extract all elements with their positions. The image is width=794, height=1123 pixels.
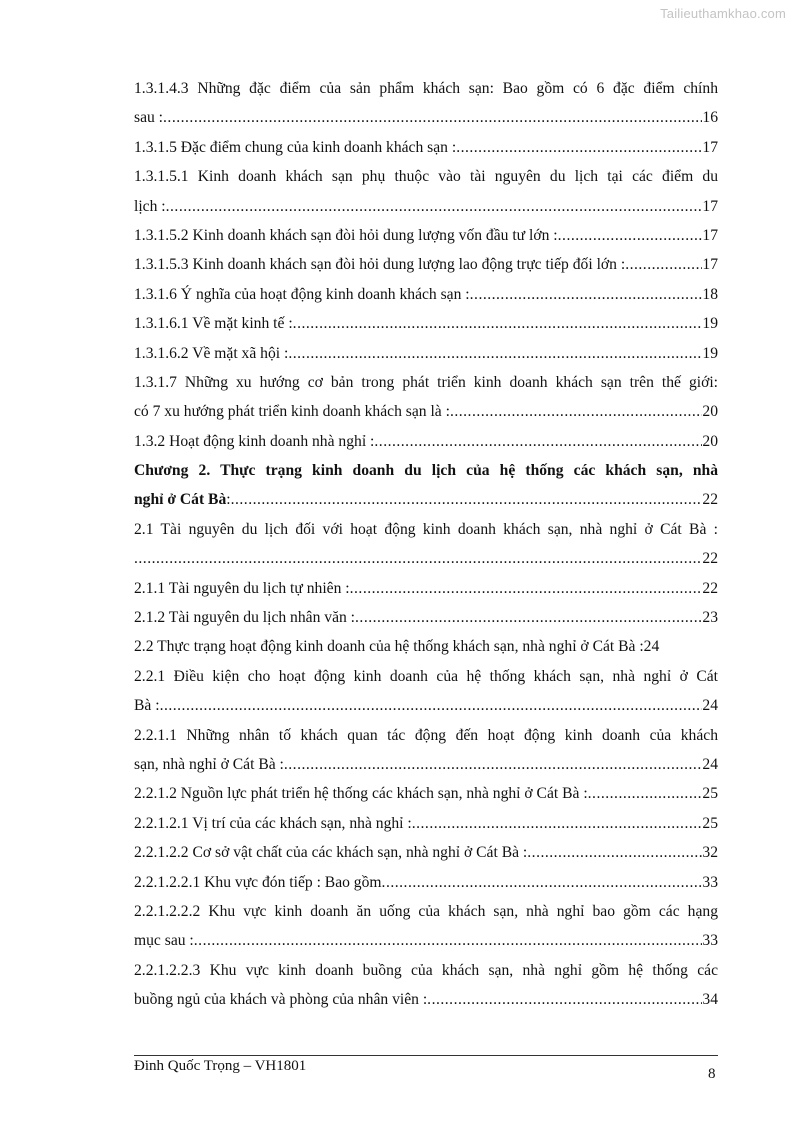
toc-dot-leader <box>558 221 703 250</box>
toc-line <box>134 868 718 897</box>
toc-entry-text: mục sau : <box>134 932 194 950</box>
toc-line: 2.2 Thực trạng hoạt động kinh doanh của hệ thống khách sạn, nhà nghỉ ở Cát Bà :24 <box>134 638 660 656</box>
toc-entry-text: sạn, nhà nghỉ ở Cát Bà : <box>134 755 284 773</box>
toc-line <box>134 750 718 779</box>
toc-line: 2.2.1.2.2.2 Khu vực kinh doanh ăn uống của khách sạn, nhà nghỉ bao gồm các hạng <box>134 902 718 920</box>
toc-entry-text: 2.1.1 Tài nguyên du lịch tự nhiên : <box>134 579 350 597</box>
toc-line <box>134 485 718 514</box>
toc-entry-text: có 7 xu hướng phát triển kinh doanh khách sạn là : <box>134 403 450 421</box>
toc-entry-text: 1.3.1.6 Ý nghĩa của hoạt động kinh doanh khách sạn : <box>134 285 470 303</box>
toc-entry-text: nghỉ ở Cát Bà <box>134 491 227 509</box>
toc-line <box>134 192 718 221</box>
toc-entry-text: 2.2.1.2.2.1 Khu vực đón tiếp : Bao gồm <box>134 873 382 891</box>
toc-page-number: 24 <box>702 697 718 715</box>
toc-entry-text: 2.2.1.2.1 Vị trí của các khách sạn, nhà nghỉ : <box>134 814 412 832</box>
toc-dot-leader <box>350 574 703 603</box>
toc-entry-text: 2.2.1.2.2 Cơ sở vật chất của các khách sạn, nhà nghỉ ở Cát Bà : <box>134 844 528 862</box>
toc-page-number: 24 <box>702 755 718 773</box>
table-of-contents <box>134 74 718 1015</box>
toc-entry-text: 1.3.1.5.3 Kinh doanh khách sạn đòi hỏi dung lượng lao động trực tiếp đối lớn : <box>134 256 626 274</box>
toc-dot-leader <box>163 103 702 132</box>
toc-dot-leader <box>374 427 702 456</box>
toc-dot-leader <box>284 750 703 779</box>
toc-dot-leader <box>412 809 703 838</box>
toc-page-number: 16 <box>702 109 718 127</box>
toc-page-number: 17 <box>702 256 718 274</box>
toc-page-number: 20 <box>702 432 718 450</box>
toc-line <box>134 397 718 426</box>
toc-dot-leader <box>166 192 703 221</box>
toc-dot-leader <box>450 397 702 426</box>
toc-line: 2.2.1.1 Những nhân tố khách quan tác động đến hoạt động kinh doanh của khách <box>134 726 718 744</box>
toc-page-number: 22 <box>702 579 718 597</box>
toc-line: 2.2.1.2.2.3 Khu vực kinh doanh buồng của khách sạn, nhà nghỉ gồm hệ thống các <box>134 961 718 979</box>
toc-line <box>134 838 718 867</box>
toc-page-number: 22 <box>702 550 718 568</box>
toc-page-number: 19 <box>702 315 718 333</box>
toc-line <box>134 809 718 838</box>
toc-line <box>134 339 718 368</box>
toc-dot-leader <box>194 926 703 955</box>
toc-entry-suffix: : <box>226 491 231 509</box>
toc-page-number: 32 <box>702 844 718 862</box>
toc-entry-text: 1.3.1.6.2 Về mặt xã hội : <box>134 344 289 362</box>
toc-dot-leader <box>293 309 703 338</box>
footer-divider <box>134 1055 718 1056</box>
footer-author: Đinh Quốc Trọng – VH1801 <box>134 1058 307 1074</box>
toc-line <box>134 103 718 132</box>
toc-dot-leader <box>231 485 703 514</box>
toc-entry-text: 2.1.2 Tài nguyên du lịch nhân văn : <box>134 609 356 627</box>
toc-line <box>134 250 718 279</box>
toc-entry-text: 1.3.1.6.1 Về mặt kinh tế : <box>134 315 293 333</box>
toc-page-number: 34 <box>702 991 718 1009</box>
toc-page-number: 33 <box>702 932 718 950</box>
toc-dot-leader <box>427 985 702 1014</box>
toc-page-number: 20 <box>702 403 718 421</box>
toc-dot-leader <box>134 544 702 573</box>
toc-line <box>134 280 718 309</box>
toc-line: 2.2.1 Điều kiện cho hoạt động kinh doanh của hệ thống khách sạn, nhà nghỉ ở Cát <box>134 667 718 685</box>
toc-entry-text: 1.3.2 Hoạt động kinh doanh nhà nghỉ : <box>134 432 375 450</box>
watermark: Tailieuthamkhao.com <box>660 6 786 21</box>
toc-line: Chương 2. Thực trạng kinh doanh du lịch của hệ thống các khách sạn, nhà <box>134 462 718 480</box>
toc-entry-text: 1.3.1.5.2 Kinh doanh khách sạn đòi hỏi dung lượng vốn đầu tư lớn : <box>134 226 558 244</box>
toc-entry-text: sau : <box>134 109 164 127</box>
toc-dot-leader <box>470 280 703 309</box>
toc-line: 2.1 Tài nguyên du lịch đối với hoạt động kinh doanh khách sạn, nhà nghỉ ở Cát Bà : <box>134 520 718 538</box>
toc-page-number: 18 <box>702 285 718 303</box>
toc-page-number: 25 <box>702 814 718 832</box>
toc-page-number: 25 <box>702 785 718 803</box>
toc-page-number: 19 <box>702 344 718 362</box>
toc-entry-text: buồng ngủ của khách và phòng của nhân viên : <box>134 991 428 1009</box>
toc-dot-leader <box>382 868 703 897</box>
toc-line <box>134 603 718 632</box>
toc-line <box>134 221 718 250</box>
toc-page-number: 22 <box>702 491 718 509</box>
toc-line: 1.3.1.5.1 Kinh doanh khách sạn phụ thuộc vào tài nguyên du lịch tại các điểm du <box>134 168 718 186</box>
toc-dot-leader <box>456 133 702 162</box>
toc-line <box>134 574 718 603</box>
toc-line <box>134 985 718 1014</box>
toc-page-number: 17 <box>702 197 718 215</box>
toc-line: 1.3.1.7 Những xu hướng cơ bản trong phát triển kinh doanh khách sạn trên thế giới: <box>134 373 718 391</box>
toc-dot-leader <box>355 603 702 632</box>
toc-line <box>134 926 718 955</box>
page-number: 8 <box>708 1066 716 1082</box>
toc-line <box>134 544 718 573</box>
toc-dot-leader <box>288 339 702 368</box>
toc-page-number: 33 <box>702 873 718 891</box>
toc-dot-leader <box>588 779 703 808</box>
toc-line <box>134 309 718 338</box>
toc-entry-text: 2.2.1.2 Nguồn lực phát triển hệ thống các khách sạn, nhà nghỉ ở Cát Bà : <box>134 785 588 803</box>
toc-entry-text: lịch : <box>134 197 166 215</box>
toc-line <box>134 779 718 808</box>
toc-line <box>134 427 718 456</box>
toc-line <box>134 691 718 720</box>
toc-page-number: 17 <box>702 138 718 156</box>
toc-line <box>134 133 718 162</box>
toc-page-number: 23 <box>702 609 718 627</box>
toc-line: 1.3.1.4.3 Những đặc điểm của sản phẩm khách sạn: Bao gồm có 6 đặc điểm chính <box>134 80 718 97</box>
toc-entry-text: Bà : <box>134 697 160 715</box>
toc-entry-text: 1.3.1.5 Đặc điểm chung của kinh doanh khách sạn : <box>134 138 457 156</box>
toc-dot-leader <box>160 691 703 720</box>
toc-dot-leader <box>625 250 702 279</box>
toc-page-number: 17 <box>702 226 718 244</box>
toc-dot-leader <box>527 838 702 867</box>
